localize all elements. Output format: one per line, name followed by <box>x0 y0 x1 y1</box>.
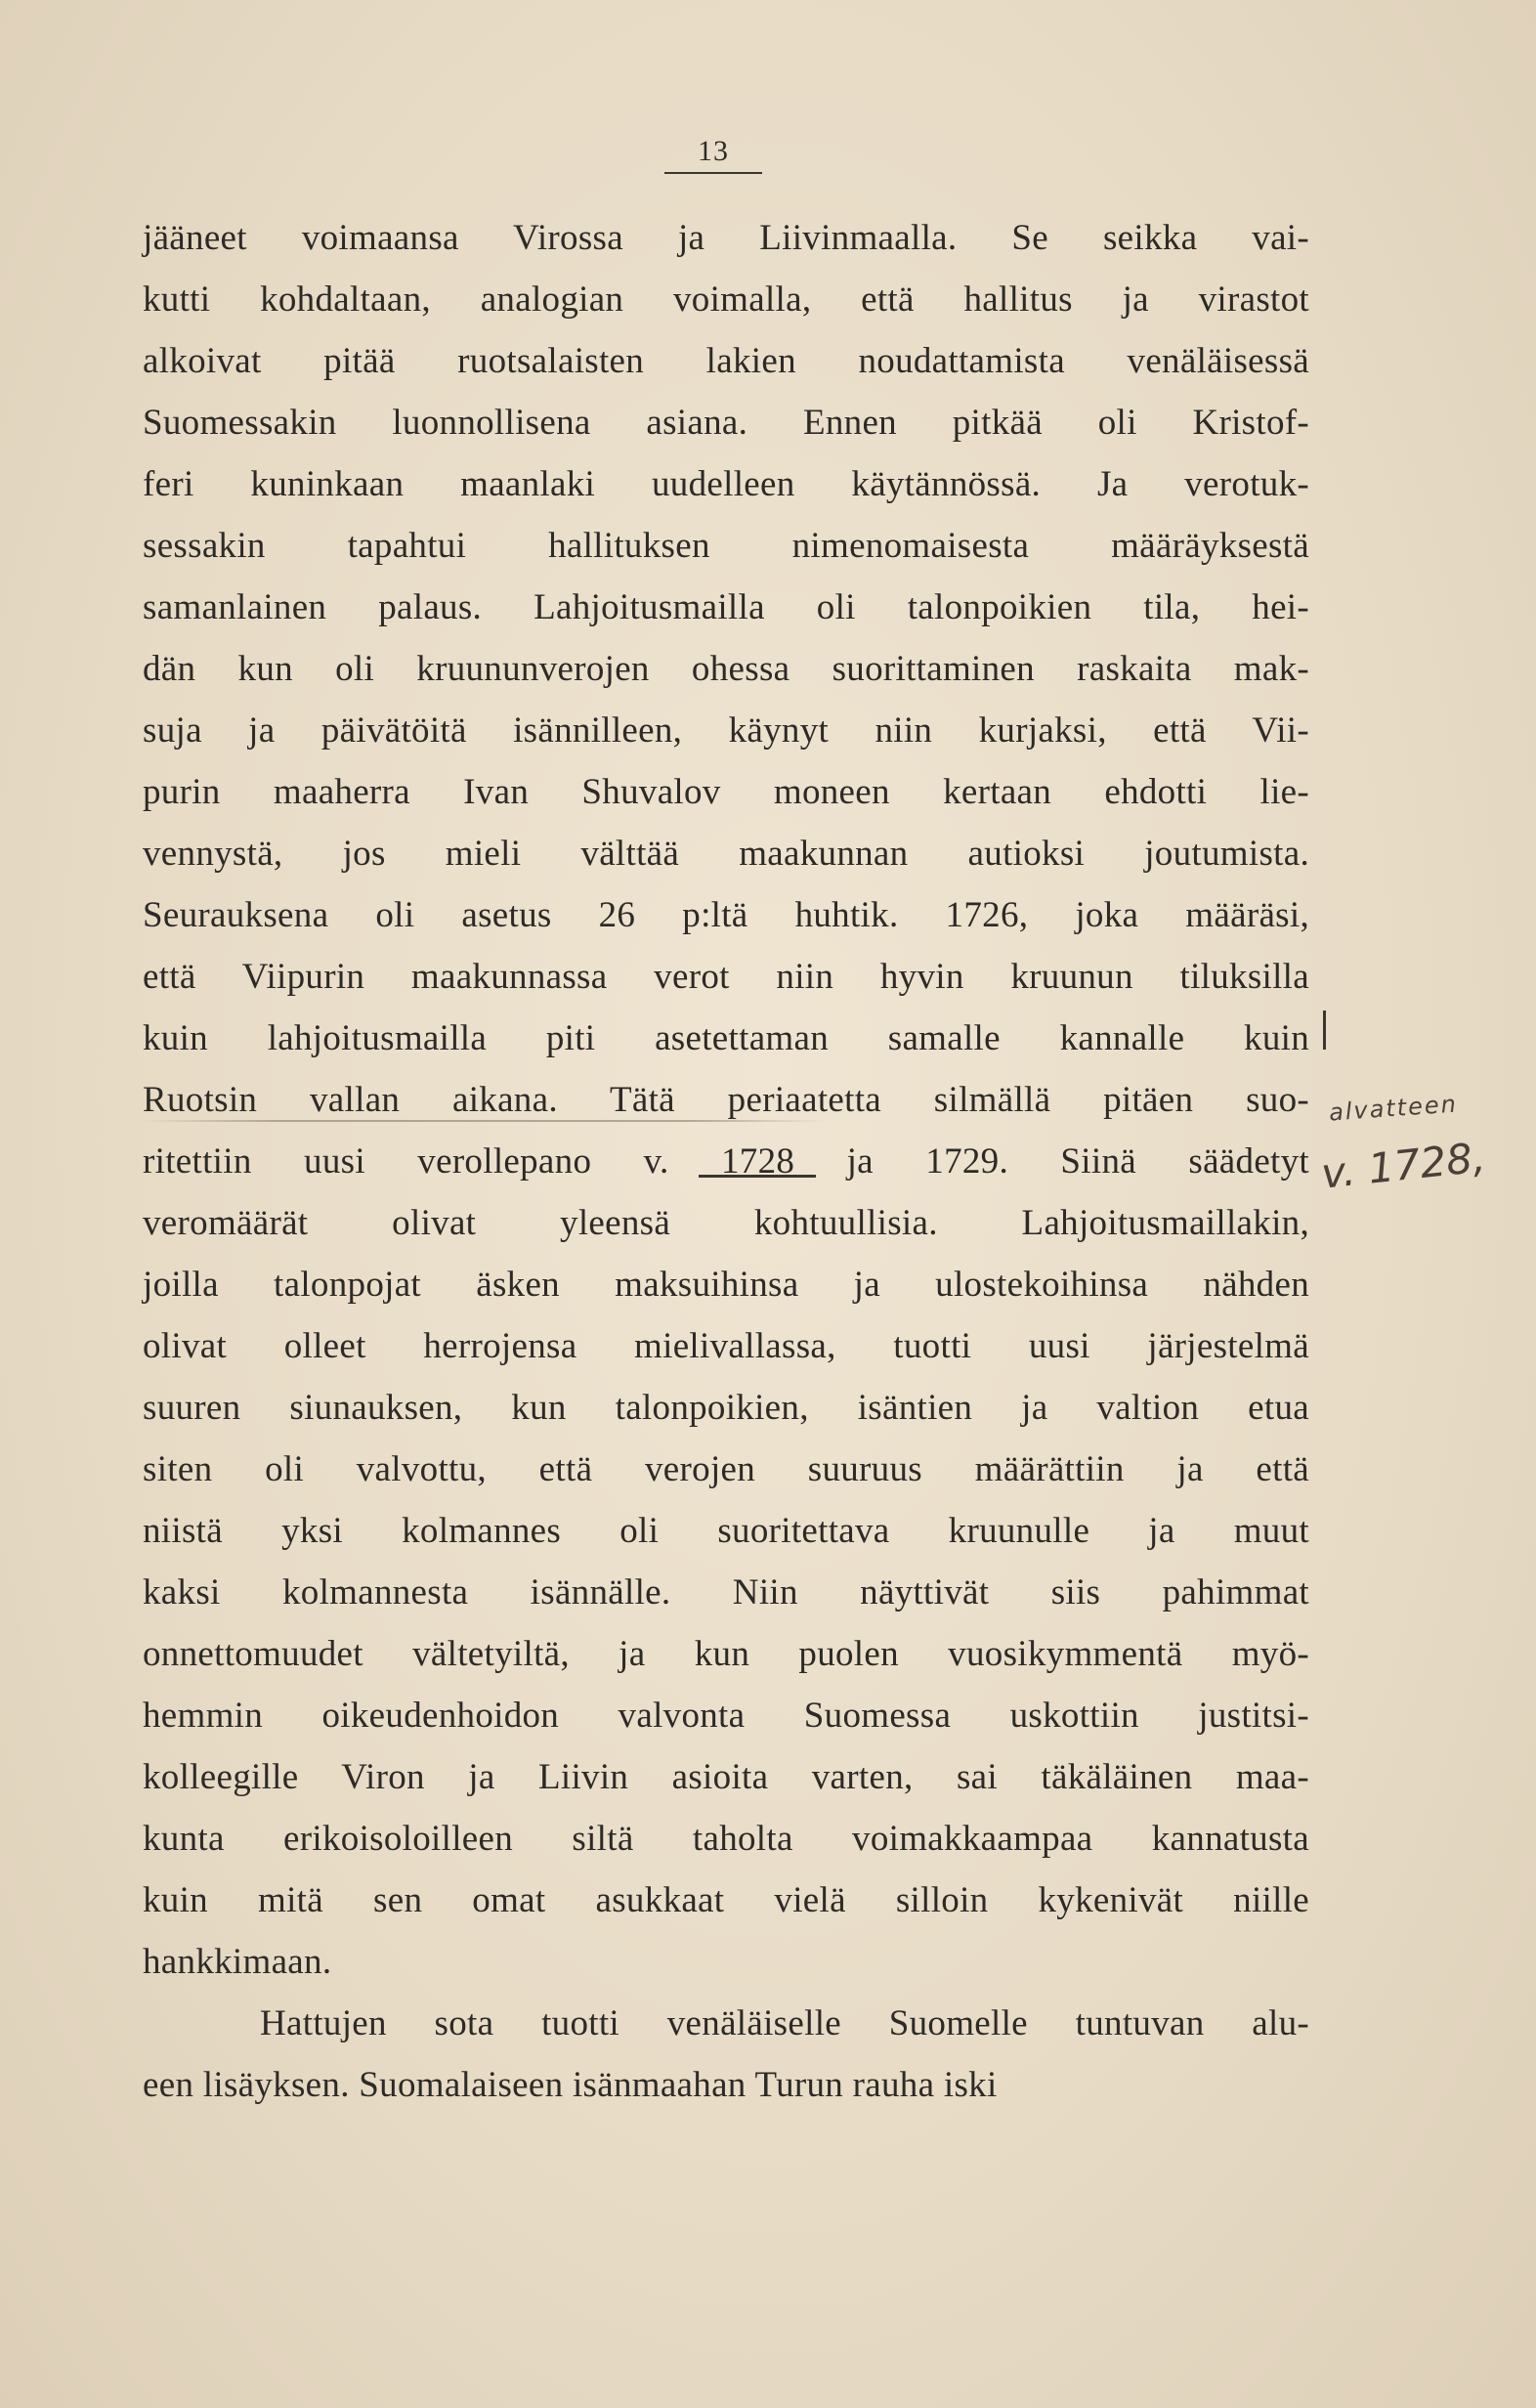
text-line: että Viipurin maakunnassa verot niin hyvin kruunun tiluksilla <box>143 957 1309 997</box>
text-line: olivat olleet herrojensa mielivallassa, tuotti uusi järjestelmä <box>143 1326 1309 1366</box>
text-line: vennystä, jos mieli välttää maakunnan autioksi joutumista. <box>143 834 1309 874</box>
text-line: onnettomuudet vältetyiltä, ja kun puolen vuosikymmentä myö- <box>143 1634 1309 1674</box>
text-line: kolleegille Viron ja Liivin asioita varten, sai täkäläinen maa- <box>143 1757 1309 1797</box>
text-line: kuin mitä sen omat asukkaat vielä silloin kykenivät niille <box>143 1880 1309 1920</box>
text-line: feri kuninkaan maanlaki uudelleen käytännössä. Ja verotuk- <box>143 464 1309 504</box>
text-line: ritettiin uusi verollepano v. 1728 ja 1729. Siinä säädetyt <box>143 1141 1309 1182</box>
body-text <box>143 207 1309 2116</box>
text-line: jääneet voimaansa Virossa ja Liivinmaalla. Se seikka vai- <box>143 218 1309 258</box>
text-line: kunta erikoisoloilleen siltä taholta voimakkaampaa kannatusta <box>143 1819 1309 1859</box>
text-line: kaksi kolmannesta isännälle. Niin näyttivät siis pahimmat <box>143 1572 1309 1612</box>
text-line: kuin lahjoitusmailla piti asetettaman samalle kannalle kuin <box>143 1018 1309 1058</box>
text-line: niistä yksi kolmannes oli suoritettava kruunulle ja muut <box>143 1511 1309 1551</box>
text-line: purin maaherra Ivan Shuvalov moneen kertaan ehdotti lie- <box>143 772 1309 812</box>
text-line: Ruotsin vallan aikana. Tätä periaatetta silmällä pitäen suo- <box>143 1080 1309 1120</box>
text-line: joilla talonpojat äsken maksuihinsa ja ulostekoihinsa nähden <box>143 1265 1309 1305</box>
text-line: kutti kohdaltaan, analogian voimalla, että hallitus ja virastot <box>143 280 1309 320</box>
margin-mark <box>1323 1010 1326 1050</box>
text-line: samanlainen palaus. Lahjoitusmailla oli talonpoikien tila, hei- <box>143 587 1309 627</box>
text-line: suuren siunauksen, kun talonpoikien, isäntien ja valtion etua <box>143 1388 1309 1428</box>
text-line: alkoivat pitää ruotsalaisten lakien noudattamista venäläisessä <box>143 341 1309 381</box>
text-line: siten oli valvottu, että verojen suuruus määrättiin ja että <box>143 1449 1309 1489</box>
handwritten-note-top: alvatteen <box>1328 1090 1459 1127</box>
text-line: hemmin oikeudenhoidon valvonta Suomessa uskottiin justitsi- <box>143 1696 1309 1736</box>
text-line: een lisäyksen. Suomalaiseen isänmaahan Turun rauha iski <box>143 2065 998 2105</box>
handwritten-note: v. 1728, <box>1318 1133 1488 1198</box>
text-line: Seurauksena oli asetus 26 p:ltä huhtik. 1726, joka määräsi, <box>143 895 1309 935</box>
page-number: 13 <box>664 135 762 174</box>
text-line: Hattujen sota tuotti venäläiselle Suomelle tuntuvan alu- <box>260 2003 1309 2043</box>
text-line: veromäärät olivat yleensä kohtuullisia. Lahjoitusmaillakin, <box>143 1203 1309 1243</box>
text-line: hankkimaan. <box>143 1942 332 1982</box>
text-line: sessakin tapahtui hallituksen nimenomaisesta määräyksestä <box>143 526 1309 566</box>
text-line: dän kun oli kruununverojen ohessa suorittaminen raskaita mak- <box>143 649 1309 689</box>
text-line: Suomessakin luonnollisena asiana. Ennen pitkää oli Kristof- <box>143 403 1309 443</box>
text-line: suja ja päivätöitä isännilleen, käynyt niin kurjaksi, että Vii- <box>143 710 1309 751</box>
